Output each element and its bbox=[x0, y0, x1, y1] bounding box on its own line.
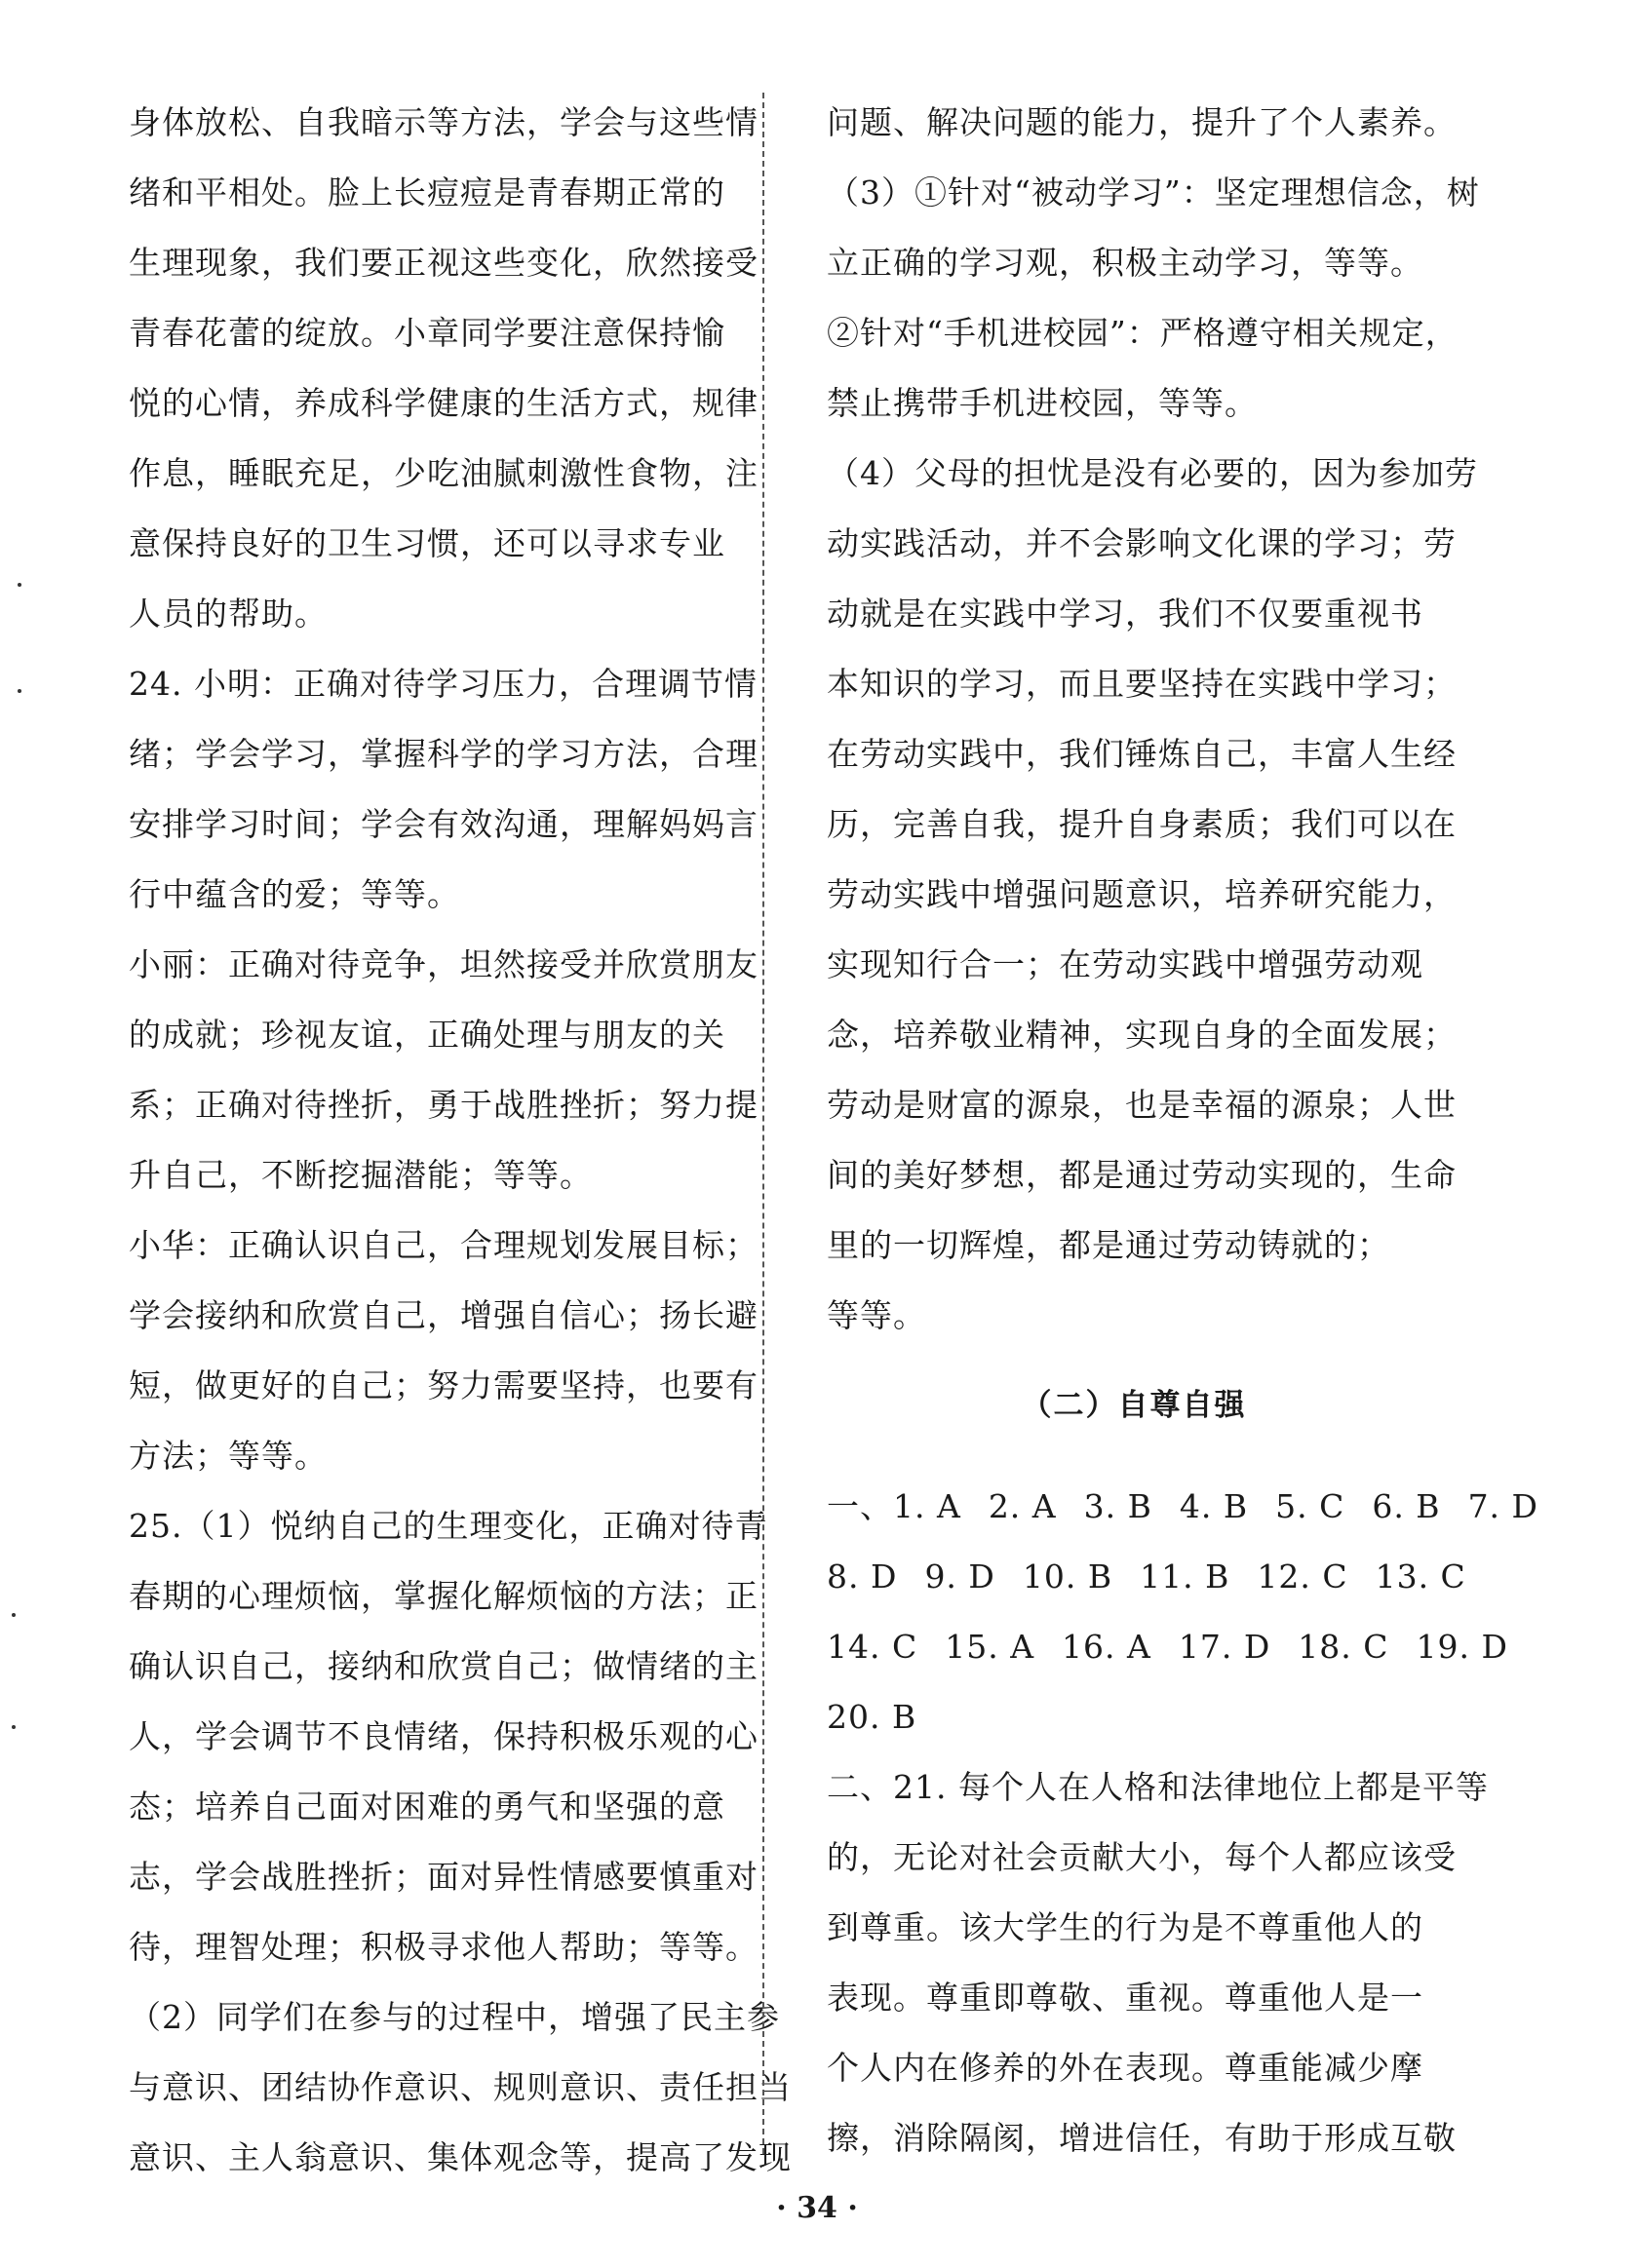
text-line: 待，理智处理；积极寻求他人帮助；等等。 bbox=[129, 1928, 759, 1966]
text-line: 与意识、团结协作意识、规则意识、责任担当 bbox=[129, 2068, 792, 2106]
answer-item: 15. A bbox=[945, 1628, 1035, 1666]
answer-item: 19. D bbox=[1416, 1628, 1508, 1666]
text-line: 学会接纳和欣赏自己，增强自信心；扬长避 bbox=[129, 1296, 759, 1334]
answer-item: 7. D bbox=[1467, 1487, 1538, 1525]
answer-item: 14. C bbox=[827, 1628, 918, 1666]
text-line: 到尊重。该大学生的行为是不尊重他人的 bbox=[827, 1908, 1423, 1946]
text-line: 短，做更好的自己；努力需要坚持，也要有 bbox=[129, 1366, 759, 1404]
left-column bbox=[129, 88, 792, 2193]
text-line: 绪和平相处。脸上长痘痘是青春期正常的 bbox=[129, 173, 725, 211]
text-line: 人员的帮助。 bbox=[129, 595, 328, 633]
answer-row bbox=[827, 1542, 1466, 1612]
text-line: 劳动是财富的源泉，也是幸福的源泉；人世 bbox=[827, 1086, 1457, 1124]
text-line: 人，学会调节不良情绪，保持积极乐观的心 bbox=[129, 1717, 759, 1755]
text-line: 升自己，不断挖掘潜能；等等。 bbox=[129, 1156, 593, 1194]
text-line: 二、21. 每个人在人格和法律地位上都是平等 bbox=[827, 1768, 1489, 1806]
text-line: 动实践活动，并不会影响文化课的学习；劳 bbox=[827, 524, 1457, 562]
margin-mark bbox=[18, 583, 21, 587]
text-line: （4）父母的担忧是没有必要的，因为参加劳 bbox=[827, 454, 1478, 492]
text-line: 青春花蕾的绽放。小章同学要注意保持愉 bbox=[129, 314, 725, 352]
answer-item: 11. B bbox=[1140, 1557, 1230, 1595]
text-line: 确认识自己，接纳和欣赏自己；做情绪的主 bbox=[129, 1647, 759, 1685]
text-line: 身体放松、自我暗示等方法，学会与这些情 bbox=[129, 103, 759, 141]
text-line: 意识、主人翁意识、集体观念等，提高了发现 bbox=[129, 2138, 792, 2176]
text-line: 问题、解决问题的能力，提升了个人素养。 bbox=[827, 103, 1457, 141]
text-line: 里的一切辉煌，都是通过劳动铸就的； bbox=[827, 1226, 1390, 1264]
right-column bbox=[827, 88, 1538, 2173]
answer-item: 6. B bbox=[1372, 1487, 1441, 1525]
answer-item: 17. D bbox=[1178, 1628, 1271, 1666]
margin-mark bbox=[18, 689, 21, 693]
text-line: 擦，消除隔阂，增进信任，有助于形成互敬 bbox=[827, 2119, 1457, 2157]
answer-item: 3. B bbox=[1083, 1487, 1152, 1525]
text-line: 小丽：正确对待竞争，坦然接受并欣赏朋友 bbox=[129, 945, 759, 983]
answer-row bbox=[827, 1612, 1508, 1682]
text-line: ②针对“手机进校园”：严格遵守相关规定， bbox=[827, 314, 1459, 352]
answer-item: 10. B bbox=[1022, 1557, 1113, 1595]
answer-item: 8. D bbox=[827, 1557, 898, 1595]
text-line: 小华：正确认识自己，合理规划发展目标； bbox=[129, 1226, 759, 1264]
text-line: 绪；学会学习，掌握科学的学习方法，合理 bbox=[129, 735, 759, 773]
answer-item: 9. D bbox=[924, 1557, 995, 1595]
answer-item: 20. B bbox=[827, 1698, 917, 1736]
text-line: 历，完善自我，提升自身素质；我们可以在 bbox=[827, 805, 1457, 843]
text-line: 的成就；珍视友谊，正确处理与朋友的关 bbox=[129, 1016, 725, 1054]
text-line: 行中蕴含的爱；等等。 bbox=[129, 875, 460, 913]
text-line: 个人内在修养的外在表现。尊重能减少摩 bbox=[827, 2049, 1423, 2087]
text-line: 生理现象，我们要正视这些变化，欣然接受 bbox=[129, 244, 759, 282]
text-line: 等等。 bbox=[827, 1296, 926, 1334]
text-line: 作息，睡眠充足，少吃油腻刺激性食物，注 bbox=[129, 454, 759, 492]
text-line: 方法；等等。 bbox=[129, 1437, 328, 1475]
text-line: 本知识的学习，而且要坚持在实践中学习； bbox=[827, 665, 1457, 703]
text-line: 立正确的学习观，积极主动学习，等等。 bbox=[827, 244, 1423, 282]
section-heading: （二）自尊自强 bbox=[1021, 1388, 1247, 1423]
text-line: 在劳动实践中，我们锤炼自己，丰富人生经 bbox=[827, 735, 1457, 773]
right-column-answer-text bbox=[827, 1752, 1489, 2173]
text-line: 安排学习时间；学会有效沟通，理解妈妈言 bbox=[129, 805, 759, 843]
text-line: 春期的心理烦恼，掌握化解烦恼的方法；正 bbox=[129, 1577, 759, 1615]
text-line: 实现知行合一；在劳动实践中增强劳动观 bbox=[827, 945, 1423, 983]
answer-item: 16. A bbox=[1062, 1628, 1151, 1666]
column-divider bbox=[762, 93, 764, 2154]
text-line: 24. 小明：正确对待学习压力，合理调节情 bbox=[129, 665, 758, 703]
answer-item: 4. B bbox=[1179, 1487, 1249, 1525]
answer-row bbox=[827, 1472, 1538, 1542]
text-line: 25.（1）悦纳自己的生理变化，正确对待青 bbox=[129, 1507, 768, 1545]
text-line: 系；正确对待挫折，勇于战胜挫折；努力提 bbox=[129, 1086, 759, 1124]
right-column-text bbox=[827, 88, 1480, 1351]
answer-item: 一、1. A bbox=[827, 1487, 961, 1525]
text-line: 表现。尊重即尊敬、重视。尊重他人是一 bbox=[827, 1979, 1423, 2017]
text-line: 念，培养敬业精神，实现自身的全面发展； bbox=[827, 1016, 1457, 1054]
answer-item: 2. A bbox=[988, 1487, 1057, 1525]
text-line: 悦的心情，养成科学健康的生活方式，规律 bbox=[129, 384, 759, 422]
answer-item: 13. C bbox=[1375, 1557, 1466, 1595]
answer-item: 18. C bbox=[1298, 1628, 1389, 1666]
text-line: 动就是在实践中学习，我们不仅要重视书 bbox=[827, 595, 1423, 633]
answer-item: 12. C bbox=[1257, 1557, 1348, 1595]
mc-answers bbox=[827, 1472, 1538, 1752]
text-line: 志，学会战胜挫折；面对异性情感要慎重对 bbox=[129, 1858, 759, 1896]
answer-row bbox=[827, 1682, 1441, 1752]
text-line: 意保持良好的卫生习惯，还可以寻求专业 bbox=[129, 524, 725, 562]
text-line: 的，无论对社会贡献大小，每个人都应该受 bbox=[827, 1838, 1457, 1876]
page-number: · 34 · bbox=[776, 2191, 858, 2225]
text-line: 劳动实践中增强问题意识，培养研究能力， bbox=[827, 875, 1457, 913]
text-line: 态；培养自己面对困难的勇气和坚强的意 bbox=[129, 1787, 725, 1826]
text-line: （3）①针对“被动学习”：坚定理想信念，树 bbox=[827, 173, 1480, 211]
text-line: 间的美好梦想，都是通过劳动实现的，生命 bbox=[827, 1156, 1457, 1194]
text-line: （2）同学们在参与的过程中，增强了民主参 bbox=[129, 1998, 780, 2036]
text-line: 禁止携带手机进校园，等等。 bbox=[827, 384, 1258, 422]
answer-item: 5. C bbox=[1275, 1487, 1345, 1525]
margin-mark bbox=[12, 1725, 16, 1729]
margin-mark bbox=[12, 1613, 16, 1617]
